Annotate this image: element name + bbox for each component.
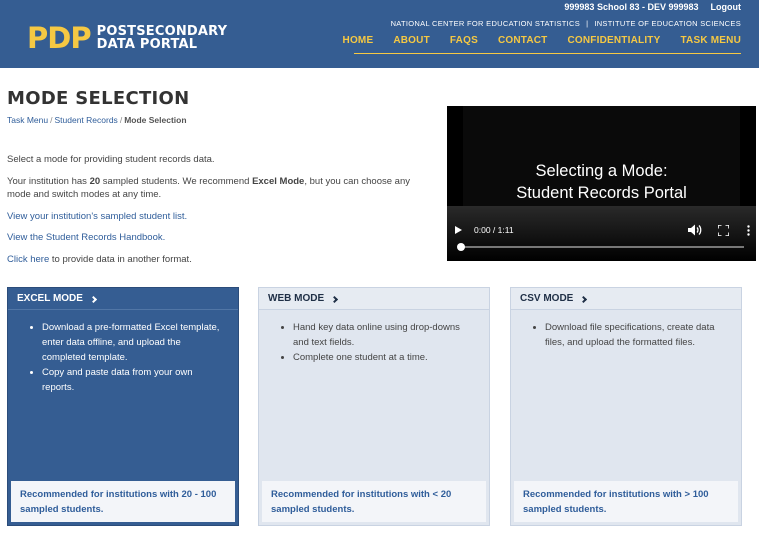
card-recommendation: Recommended for institutions with < 20 sampled students.	[262, 481, 486, 522]
video-title-line-1: Selecting a Mode:	[535, 162, 668, 180]
breadcrumb-separator: /	[119, 115, 123, 125]
card-bullet: • Hand key data online using drop-downs and text fields.	[293, 320, 477, 350]
user-info: 999983 School 83 - DEV 999983	[564, 2, 699, 12]
chevron-right-icon	[90, 295, 97, 302]
breadcrumb-separator: /	[50, 115, 53, 125]
nav-faqs[interactable]: FAQS	[449, 35, 478, 46]
excel-mode-card[interactable]	[7, 287, 239, 526]
breadcrumb-task-menu[interactable]: Task Menu	[7, 115, 49, 125]
card-bullet: • Download file specifications, create data files, and upload the formatted files.	[545, 320, 729, 350]
agency-separator: |	[586, 19, 589, 28]
card-bullet: • Complete one student at a time.	[293, 350, 477, 365]
breadcrumb	[7, 115, 187, 125]
main-nav	[343, 35, 741, 46]
site-header	[0, 0, 759, 68]
play-icon[interactable]	[455, 226, 462, 234]
nav-divider	[354, 53, 741, 54]
chevron-right-icon	[331, 295, 338, 302]
card-title: CSV MODE	[520, 293, 574, 304]
page-title: MODE SELECTION	[7, 88, 190, 109]
card-bullet: • Copy and paste data from your own reports.	[42, 365, 226, 395]
other-format-line	[7, 253, 427, 267]
more-options-icon[interactable]	[747, 225, 750, 236]
volume-icon[interactable]	[688, 224, 702, 236]
card-bullet: • Download a pre-formatted Excel template, enter data offline, and upload the completed template.	[42, 320, 226, 365]
card-title: EXCEL MODE	[17, 293, 83, 304]
card-recommendation: Recommended for institutions with 20 - 100 sampled students.	[11, 481, 235, 522]
video-title-line-2: Student Records Portal	[516, 184, 687, 202]
agency-links	[391, 19, 741, 28]
card-body	[8, 310, 238, 481]
breadcrumb-current: Mode Selection	[124, 115, 187, 125]
breadcrumb-student-records[interactable]: Student Records	[54, 115, 118, 125]
nav-home[interactable]: HOME	[342, 35, 374, 46]
video-player[interactable]	[447, 106, 756, 261]
logo-line-1: POSTSECONDARY	[96, 24, 228, 39]
csv-mode-header[interactable]	[511, 288, 741, 310]
intro-text-part: Your institution has	[7, 175, 90, 187]
nav-contact[interactable]: CONTACT	[497, 35, 548, 46]
video-title	[463, 160, 740, 204]
video-progress-track[interactable]	[461, 246, 744, 248]
handbook-link[interactable]: View the Student Records Handbook.	[7, 232, 166, 243]
logo-mark: PDP	[27, 21, 91, 55]
csv-mode-card[interactable]	[510, 287, 742, 526]
other-format-text: to provide data in another format.	[49, 253, 192, 265]
sampled-count: 20	[89, 175, 101, 187]
recommended-mode: Excel Mode	[252, 175, 305, 187]
click-here-link[interactable]: Click here	[7, 253, 50, 265]
card-recommendation: Recommended for institutions with > 100 sampled students.	[514, 481, 738, 522]
web-mode-header[interactable]	[259, 288, 489, 310]
logout-link[interactable]: Logout	[710, 2, 741, 12]
web-mode-card[interactable]	[258, 287, 490, 526]
intro-text-part: sampled students. We recommend	[100, 175, 253, 187]
nces-link[interactable]: NATIONAL CENTER FOR EDUCATION STATISTICS	[390, 19, 581, 28]
logo-wordmark	[97, 25, 228, 51]
video-progress-knob[interactable]	[457, 243, 465, 251]
logo-line-2: DATA PORTAL	[96, 37, 198, 52]
nav-confidentiality[interactable]: CONFIDENTIALITY	[567, 35, 661, 46]
card-body	[259, 310, 489, 481]
video-time: 0:00 / 1:11	[474, 225, 514, 235]
nav-about[interactable]: ABOUT	[393, 35, 430, 46]
intro-line-1: Select a mode for providing student records data.	[7, 154, 215, 165]
chevron-right-icon	[580, 295, 587, 302]
intro-text-part: , but you can choose any mode and switch modes at any time.	[7, 175, 410, 200]
pdp-logo[interactable]	[27, 22, 227, 54]
user-bar	[564, 2, 741, 12]
sampled-list-link[interactable]: View your institution's sampled student list.	[7, 210, 188, 222]
intro-line-2	[7, 175, 427, 202]
nav-task-menu[interactable]: TASK MENU	[680, 35, 741, 46]
video-controls	[455, 223, 750, 237]
intro-text	[7, 153, 427, 274]
card-body	[511, 310, 741, 481]
card-title: WEB MODE	[268, 293, 325, 304]
fullscreen-icon[interactable]	[718, 225, 729, 236]
excel-mode-header[interactable]	[8, 288, 238, 310]
ies-link[interactable]: INSTITUTE OF EDUCATION SCIENCES	[594, 19, 741, 28]
